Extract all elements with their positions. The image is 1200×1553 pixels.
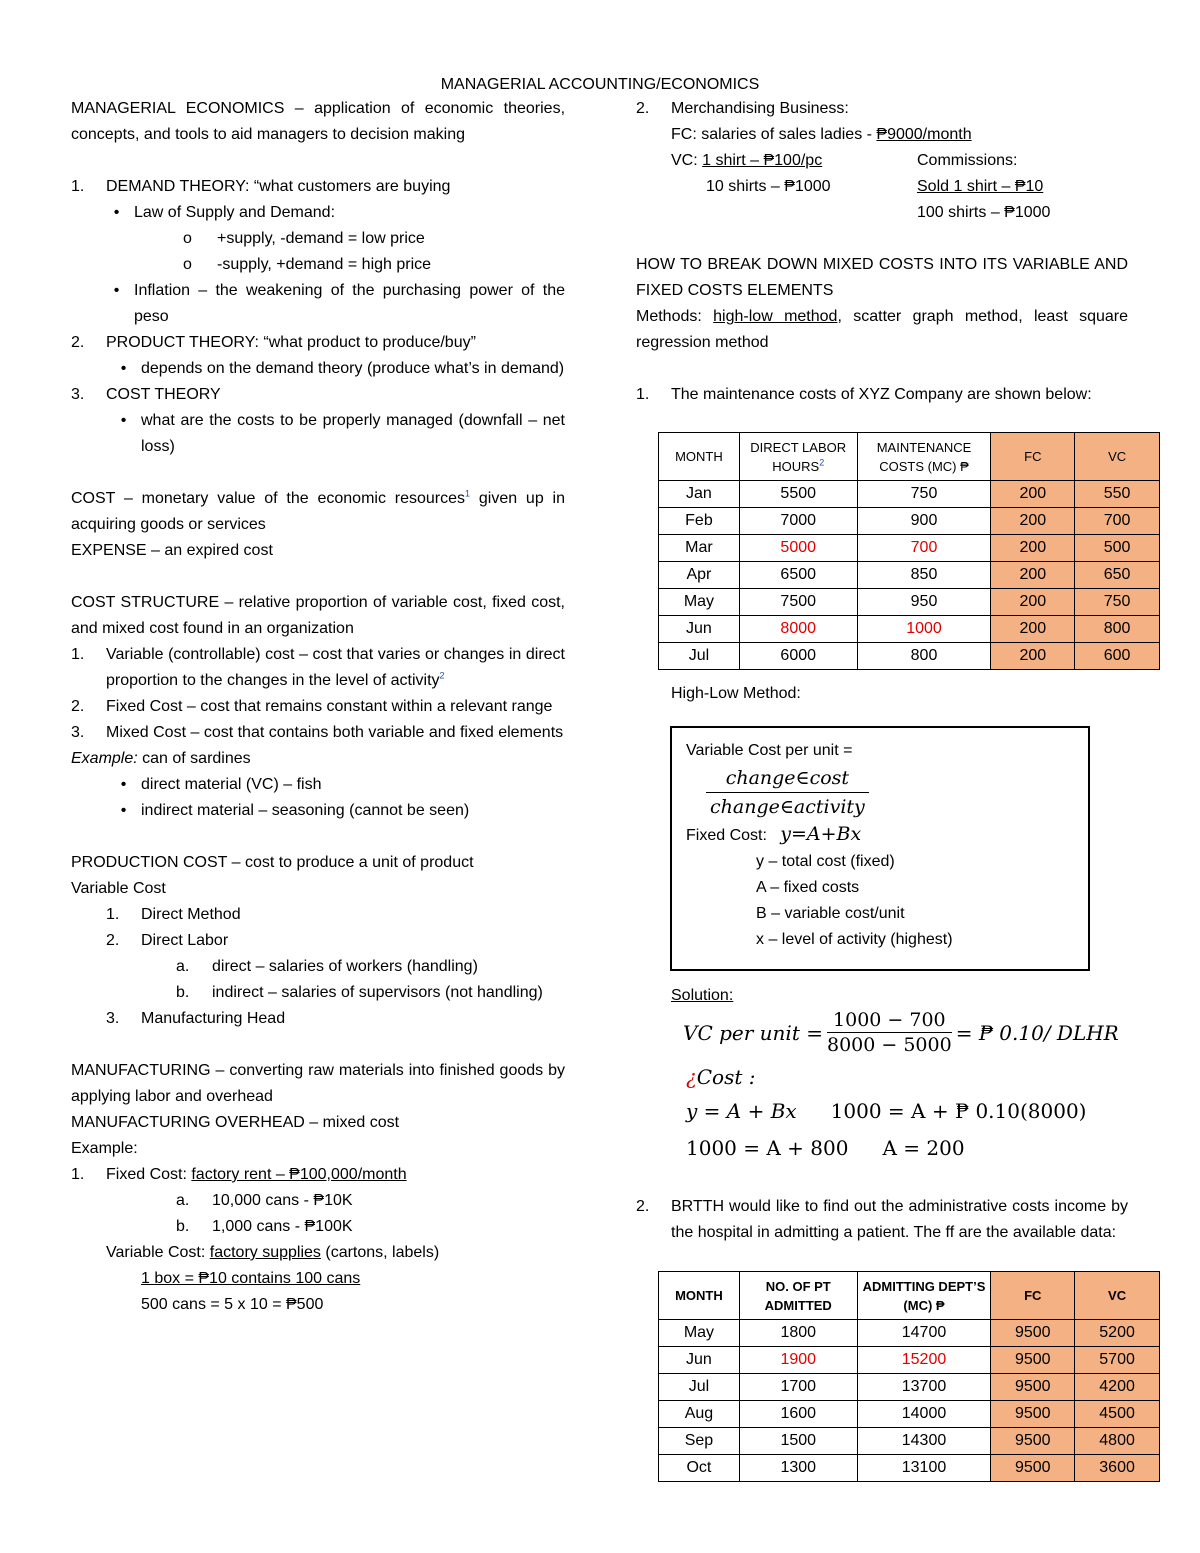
legend-y: y – total cost (fixed)	[756, 853, 895, 870]
direct-labor-a: a. direct – salaries of workers (handling)	[176, 958, 478, 975]
table-cell: 4200	[1075, 1374, 1160, 1401]
table-cell: 200	[991, 508, 1075, 535]
how-to-heading: HOW TO BREAK DOWN MIXED COSTS INTO ITS VARIABLE AND FIXED COSTS ELEMENTS	[636, 256, 1128, 299]
table-cell: 5700	[1075, 1347, 1160, 1374]
table-cell: 13100	[857, 1455, 991, 1482]
page-title: MANAGERIAL ACCOUNTING/ECONOMICS	[440, 76, 760, 93]
variable-cost: 1. Variable (controllable) cost – cost that varies or changes in direct proportion to the changes in the level of activity$^2$	[71, 646, 565, 689]
table-cell: Oct	[659, 1455, 740, 1482]
table-row	[659, 1428, 1160, 1455]
table-cell: 7500	[739, 589, 857, 616]
merch-shirts: 10 shirts – ₱1000 Sold 1 shirt – ₱10	[706, 178, 1044, 195]
inflation: • Inflation – the weakening of the purchasing power of the peso	[113, 282, 565, 325]
table-cell: 8000	[739, 616, 857, 643]
methods: Methods: high-low method, scatter graph method, least square regression method	[636, 308, 1129, 351]
question-1: 1. The maintenance costs of XYZ Company are shown below:	[636, 386, 1092, 403]
table-cell: 3600	[1075, 1455, 1160, 1482]
table-cell: Jun	[659, 1347, 740, 1374]
fixed-cost-a: a. 10,000 cans - ₱10K	[176, 1192, 353, 1209]
table-cell: 9500	[991, 1320, 1075, 1347]
table-cell: 14300	[857, 1428, 991, 1455]
direct-labor-b: b. indirect – salaries of supervisors (not handling)	[176, 984, 543, 1001]
table-cell: 700	[857, 535, 991, 562]
table-cell: Sep	[659, 1428, 740, 1455]
table-cell: 200	[991, 589, 1075, 616]
legend-x: x – level of activity (highest)	[756, 931, 953, 948]
table-cell: 800	[857, 643, 991, 670]
table-cell: 15200	[857, 1347, 991, 1374]
high-low-heading: High-Low Method:	[671, 685, 801, 702]
fixed-cost-example: 1. Fixed Cost: factory rent – ₱100,000/month	[71, 1166, 407, 1183]
managerial-economics-def: MANAGERIAL ECONOMICS – application of economic theories, concepts, and tools to aid managers to decision making	[71, 100, 566, 143]
table-cell: 750	[1075, 589, 1160, 616]
table-cell: 9500	[991, 1347, 1075, 1374]
table-cell: 1300	[739, 1455, 857, 1482]
table-cell: 500	[1075, 535, 1160, 562]
table-row	[659, 643, 1160, 670]
table-cell: 5000	[739, 535, 857, 562]
solution-line-4: 1000 = A + 800 A = 200	[686, 1136, 965, 1160]
maintenance-table	[658, 432, 1160, 670]
table-row	[659, 589, 1160, 616]
table-row	[659, 481, 1160, 508]
direct-labor: 2. Direct Labor	[106, 932, 229, 949]
table-cell: 14000	[857, 1401, 991, 1428]
table-cell: 200	[991, 643, 1075, 670]
supply-rule-2: o -supply, +demand = high price	[183, 256, 432, 273]
table-row	[659, 1374, 1160, 1401]
table-cell: 1700	[739, 1374, 857, 1401]
solution-cost: ¿Cost :	[686, 1065, 756, 1089]
merch-vc: VC: 1 shirt – ₱100/pc Commissions:	[671, 152, 1018, 169]
variable-cost-example: Variable Cost: factory supplies (cartons, labels)	[106, 1244, 440, 1261]
right-column	[636, 96, 1128, 408]
product-theory: 2. PRODUCT THEORY: “what product to produce/buy”	[71, 334, 476, 351]
variable-cost-heading: Variable Cost	[71, 880, 166, 897]
admitting-table	[658, 1271, 1160, 1482]
solution-heading: Solution:	[671, 987, 734, 1004]
table-cell: 700	[1075, 508, 1160, 535]
cost-theory: 3. COST THEORY	[71, 386, 221, 403]
fixed-cost: 2. Fixed Cost – cost that remains constant within a relevant range	[71, 698, 553, 715]
table-cell: 5200	[1075, 1320, 1160, 1347]
table-header: MONTH NO. OF PT ADMITTED ADMITTING DEPT’S (MC) ₱ FC VC	[659, 1272, 1160, 1320]
cost-theory-bullet: • what are the costs to be properly managed (downfall – net loss)	[120, 412, 565, 455]
example-sardines: Example: can of sardines	[71, 750, 251, 767]
manufacturing-def: MANUFACTURING – converting raw materials into finished goods by applying labor and overhead	[71, 1062, 565, 1105]
table-cell: 200	[991, 481, 1075, 508]
table-cell: 1900	[739, 1347, 857, 1374]
table-cell: 750	[857, 481, 991, 508]
table-cell: 850	[857, 562, 991, 589]
fixed-cost-b: b. 1,000 cans - ₱100K	[176, 1218, 353, 1235]
manufacturing-overhead: MANUFACTURING OVERHEAD – mixed cost	[71, 1114, 400, 1131]
question-2: 2. BRTTH would like to find out the administrative costs income by the hospital in admitting a patient. The ff are the available data:	[636, 1198, 1128, 1241]
table-cell: Mar	[659, 535, 740, 562]
mixed-cost: 3. Mixed Cost – cost that contains both variable and fixed elements	[71, 724, 564, 741]
table-cell: 1800	[739, 1320, 857, 1347]
table-cell: 950	[857, 589, 991, 616]
table-cell: 800	[1075, 616, 1160, 643]
table-cell: 4800	[1075, 1428, 1160, 1455]
table-cell: Feb	[659, 508, 740, 535]
table-cell: May	[659, 1320, 740, 1347]
example-item-2: • indirect material – seasoning (cannot be seen)	[120, 802, 470, 819]
example-heading: Example:	[71, 1140, 138, 1157]
table-cell: Jan	[659, 481, 740, 508]
production-cost: PRODUCTION COST – cost to produce a unit of product	[71, 854, 474, 871]
table-cell: 5500	[739, 481, 857, 508]
table-cell: 6500	[739, 562, 857, 589]
example-item-1: • direct material (VC) – fish	[120, 776, 322, 793]
table-cell: 650	[1075, 562, 1160, 589]
table-cell: Aug	[659, 1401, 740, 1428]
table-cell: Jul	[659, 1374, 740, 1401]
direct-method: 1. Direct Method	[106, 906, 241, 923]
fixed-cost-formula: Fixed Cost: y=A+Bx	[686, 823, 862, 845]
merchandising-business: 2. Merchandising Business:	[636, 100, 849, 117]
table-cell: 600	[1075, 643, 1160, 670]
cost-definition: COST – monetary value of the economic resources$^1$ given up in acquiring goods or services	[71, 488, 565, 533]
left-column	[71, 96, 565, 1318]
table-cell: 9500	[991, 1455, 1075, 1482]
table-cell: 4500	[1075, 1401, 1160, 1428]
table-row	[659, 1401, 1160, 1428]
law-supply-demand: • Law of Supply and Demand:	[113, 204, 336, 221]
table-cell: 14700	[857, 1320, 991, 1347]
table-cell: 1000	[857, 616, 991, 643]
table-row	[659, 616, 1160, 643]
table-cell: 9500	[991, 1401, 1075, 1428]
table-header: MONTH DIRECT LABOR HOURS$^2$ MAINTENANCE COSTS (MC) ₱ FC VC	[659, 433, 1160, 481]
table-cell: 9500	[991, 1374, 1075, 1401]
table-row	[659, 562, 1160, 589]
merch-100-shirts: 100 shirts – ₱1000	[917, 204, 1051, 221]
table-cell: Jul	[659, 643, 740, 670]
solution-line-3: y = A + Bx 1000 = A + ₱ 0.10(8000)	[686, 1099, 1087, 1123]
box-line: 1 box = ₱10 contains 100 cans	[141, 1270, 361, 1287]
supply-rule-1: o +supply, -demand = low price	[183, 230, 425, 247]
table-cell: 13700	[857, 1374, 991, 1401]
table-row	[659, 1455, 1160, 1482]
table-cell: 9500	[991, 1428, 1075, 1455]
table-cell: 200	[991, 535, 1075, 562]
merch-fc: FC: salaries of sales ladies - ₱9000/month	[671, 126, 972, 143]
vc-per-unit: Variable Cost per unit =	[686, 742, 853, 759]
manufacturing-head: 3. Manufacturing Head	[106, 1010, 286, 1027]
table-cell: 200	[991, 616, 1075, 643]
table-row	[659, 1320, 1160, 1347]
table-cell: 1500	[739, 1428, 857, 1455]
table-cell: 900	[857, 508, 991, 535]
table-cell: 550	[1075, 481, 1160, 508]
cost-structure: COST STRUCTURE – relative proportion of variable cost, fixed cost, and mixed cost found in an organization	[71, 594, 565, 637]
fraction-numerator: change∈cost	[706, 764, 869, 793]
table-cell: Jun	[659, 616, 740, 643]
legend-b: B – variable cost/unit	[756, 905, 905, 922]
legend-a: A – fixed costs	[756, 879, 860, 896]
table-cell: 6000	[739, 643, 857, 670]
fraction-denominator: change∈activity	[710, 796, 865, 818]
cans-line: 500 cans = 5 x 10 = ₱500	[141, 1296, 324, 1313]
table-row	[659, 535, 1160, 562]
product-theory-bullet: • depends on the demand theory (produce what’s in demand)	[120, 360, 565, 377]
table-row	[659, 1347, 1160, 1374]
formula-box	[670, 726, 1090, 971]
expense-definition: EXPENSE – an expired cost	[71, 542, 273, 559]
table-cell: 200	[991, 562, 1075, 589]
table-cell: May	[659, 589, 740, 616]
table-cell: 1600	[739, 1401, 857, 1428]
solution-vc: VC per unit = $\frac{1000 - 700}{8000 - 5000}$ = ₱ 0.10/ DLHR	[683, 1009, 1119, 1056]
demand-theory: 1. DEMAND THEORY: “what customers are buying	[71, 178, 451, 195]
table-cell: Apr	[659, 562, 740, 589]
table-row	[659, 508, 1160, 535]
table-cell: 7000	[739, 508, 857, 535]
